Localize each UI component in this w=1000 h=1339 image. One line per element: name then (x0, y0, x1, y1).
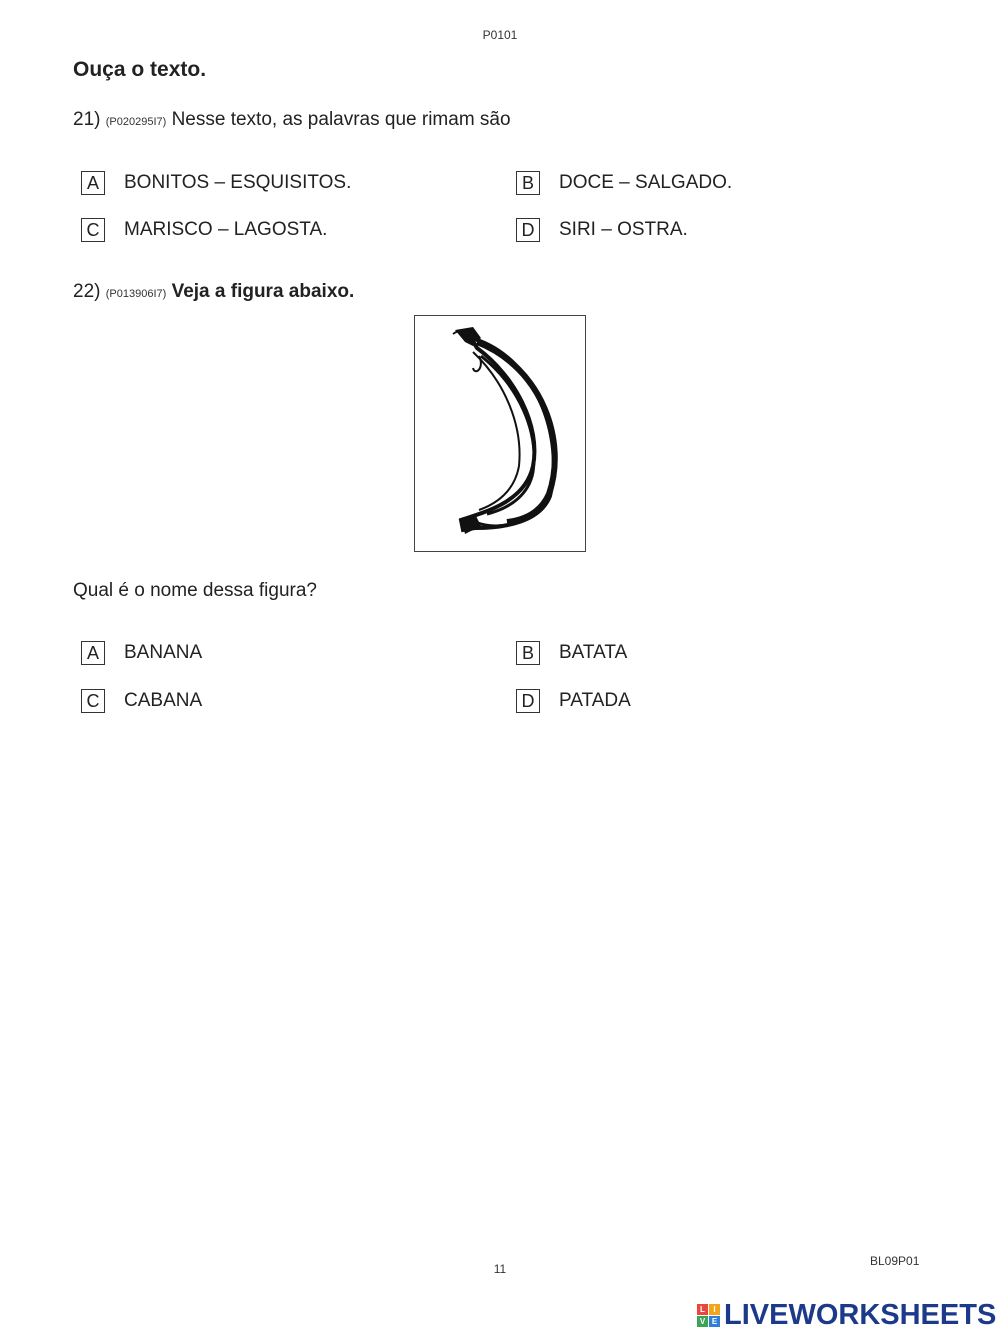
figure-frame (414, 315, 586, 552)
question-text: Veja a figura abaixo. (171, 281, 355, 302)
logo-text: LIVEWORKSHEETS (724, 1299, 997, 1331)
question-21 (73, 109, 511, 131)
question-code: (P013906I7) (105, 288, 167, 300)
option-letter-box: D (516, 218, 540, 242)
option-letter-box: C (81, 689, 105, 713)
page-number: 11 (493, 1262, 507, 1276)
liveworksheets-badge-icon (697, 1304, 720, 1327)
q22-option-d[interactable] (516, 689, 631, 713)
question-22-prompt: Qual é o nome dessa figura? (73, 580, 317, 601)
q21-option-b[interactable] (516, 171, 732, 195)
option-letter-box: B (516, 641, 540, 665)
q22-option-c[interactable] (81, 689, 202, 713)
option-letter-box: B (516, 171, 540, 195)
question-code: (P020295I7) (105, 116, 167, 128)
section-title: Ouça o texto. (73, 58, 207, 81)
option-letter-box: C (81, 218, 105, 242)
option-text: DOCE – SALGADO. (559, 172, 733, 193)
q21-option-d[interactable] (516, 218, 688, 242)
option-text: MARISCO – LAGOSTA. (124, 219, 328, 240)
option-text: BATATA (559, 642, 628, 663)
option-letter-box: A (81, 171, 105, 195)
question-text: Nesse texto, as palavras que rimam são (171, 109, 511, 130)
badge-letter: L (697, 1304, 708, 1315)
q22-option-a[interactable] (81, 641, 202, 665)
question-22 (73, 281, 354, 303)
booklet-code: BL09P01 (870, 1254, 920, 1268)
question-number: 21) (73, 109, 101, 130)
badge-letter: I (709, 1304, 720, 1315)
option-letter-box: D (516, 689, 540, 713)
liveworksheets-logo[interactable] (697, 1301, 996, 1330)
question-number: 22) (73, 281, 101, 302)
q21-option-a[interactable] (81, 171, 351, 195)
option-text: CABANA (124, 690, 203, 711)
option-text: BONITOS – ESQUISITOS. (124, 172, 352, 193)
option-text: SIRI – OSTRA. (559, 219, 688, 240)
option-text: PATADA (559, 690, 631, 711)
option-text: BANANA (124, 642, 203, 663)
q21-option-c[interactable] (81, 218, 327, 242)
badge-letter: E (709, 1316, 720, 1327)
q22-option-b[interactable] (516, 641, 627, 665)
badge-letter: V (697, 1316, 708, 1327)
page-code: P0101 (482, 28, 518, 42)
option-letter-box: A (81, 641, 105, 665)
banana-icon (415, 316, 584, 550)
